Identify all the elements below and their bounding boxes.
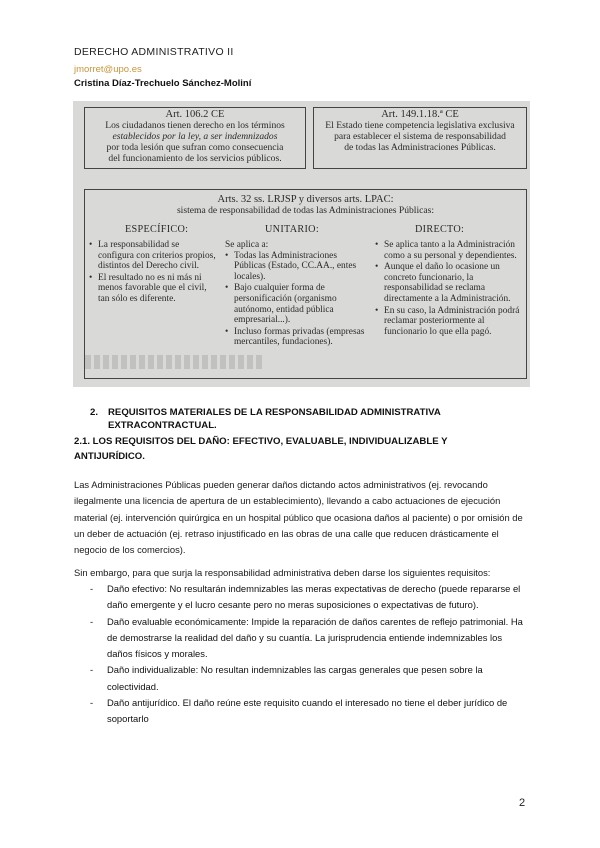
article-106-line: del funcionamiento de los servicios públicos. (108, 153, 282, 164)
paragraph: Las Administraciones Públicas pueden generar daños dictando actos administrativos (ej. revocando ilegalmente una licencia de apertura de un establecimiento), llevando a cabo actuaciones de ejecución material (ej. intervención quirúrgica en un hospital público que ocasiona daños al paciente) o por omisión de un deber de actuación (ej. retraso injustificado en las obras de una calle que reducen drásticamente el negocio de los comercios). (74, 479, 523, 556)
list-item: • Bajo cualquier forma de personificación (organismo autónomo, entidad pública empresarial...). (225, 283, 365, 325)
article-149-line: de todas las Administraciones Públicas. (344, 142, 496, 153)
requirements-list (90, 581, 526, 728)
article-149-line: El Estado tiene competencia legislativa exclusiva (325, 120, 515, 131)
article-149-line: para establecer el sistema de responsabilidad (334, 131, 506, 142)
bleed-through-text (85, 355, 265, 369)
author-email[interactable]: jmorret@upo.es (74, 64, 142, 75)
author-name: Cristina Díaz-Trechuelo Sánchez-Moliní (74, 78, 252, 89)
list-item: • En su caso, la Administración podrá reclamar posteriormente al funcionario lo que ella pagó. (375, 306, 521, 338)
list-item: • Se aplica tanto a la Administración como a su personal y dependientes. (375, 240, 521, 261)
section-2-1-heading: 2.1. LOS REQUISITOS DEL DAÑO: EFECTIVO, EVALUABLE, INDIVIDUALIZABLE Y ANTIJURÍDICO. (74, 436, 448, 462)
paragraph: Sin embargo, para que surja la responsabilidad administrativa deben darse los siguientes requisitos: (74, 567, 491, 578)
lrjsp-subtitle: sistema de responsabilidad de todas las Administraciones Públicas: (176, 205, 435, 216)
list-item: • La responsabilidad se configura con criterios propios, distintos del Derecho civil. (89, 240, 217, 272)
page-number: 2 (519, 797, 526, 809)
column-intro: Se aplica a: (225, 240, 269, 250)
column-directo (375, 240, 521, 338)
course-title: DERECHO ADMINISTRATIVO II (74, 46, 234, 58)
list-item: • Todas las Administraciones Públicas (Estado, CC.AA., entes locales). (225, 251, 365, 283)
list-item: - Daño antijurídico. El daño reúne este requisito cuando el interesado no tiene el deber jurídico de soportarlo (90, 695, 526, 728)
article-106-line: establecidos por la ley, a ser indemnizados (112, 131, 278, 142)
list-item: • Aunque el daño lo ocasione un concreto funcionario, la responsabilidad se reclama directamente a la Administración. (375, 262, 521, 304)
scanned-diagram (73, 101, 530, 387)
column-unitario (225, 240, 365, 349)
article-149-title: Art. 149.1.18.ª CE (381, 109, 459, 120)
lrjsp-system-box (84, 189, 527, 379)
article-149-box (313, 107, 527, 169)
article-106-line: Los ciudadanos tienen derecho en los términos (105, 120, 285, 131)
list-item: • Incluso formas privadas (empresas mercantiles, fundaciones). (225, 327, 365, 348)
article-106-box (84, 107, 306, 169)
list-item: - Daño evaluable económicamente: Impide la reparación de daños carentes de reflejo patrimonial. Ha de demostrarse la realidad del daño y su cuantía. La jurisprudencia entiende indemnizables los daños físicos y morales. (90, 614, 526, 663)
article-106-line: por toda lesión que sufran como consecuencia (106, 142, 284, 153)
column-heading-directo: DIRECTO: (415, 224, 465, 235)
article-106-title: Art. 106.2 CE (165, 109, 225, 120)
section-number: 2. (90, 407, 99, 418)
list-item: - Daño individualizable: No resultan indemnizables las cargas generales que pesen sobre la colectividad. (90, 662, 526, 695)
list-item: - Daño efectivo: No resultarán indemnizables las meras expectativas de derecho (puede repararse el daño emergente y el lucro cesante pero no meras suposiciones o expectativas de futuro). (90, 581, 526, 614)
list-item: • El resultado no es ni más ni menos favorable que el civil, tan sólo es diferente. (89, 273, 217, 305)
section-title: REQUISITOS MATERIALES DE LA RESPONSABILIDAD ADMINISTRATIVA EXTRACONTRACTUAL. (108, 407, 441, 431)
section-2-heading (90, 406, 510, 432)
article-106-text (85, 120, 305, 164)
column-heading-especifico: ESPECÍFICO: (125, 224, 189, 235)
lrjsp-title: Arts. 32 ss. LRJSP y diversos arts. LPAC: (217, 194, 394, 205)
column-especifico (89, 240, 217, 306)
column-heading-unitario: UNITARIO: (265, 224, 319, 235)
article-149-text (314, 120, 526, 153)
